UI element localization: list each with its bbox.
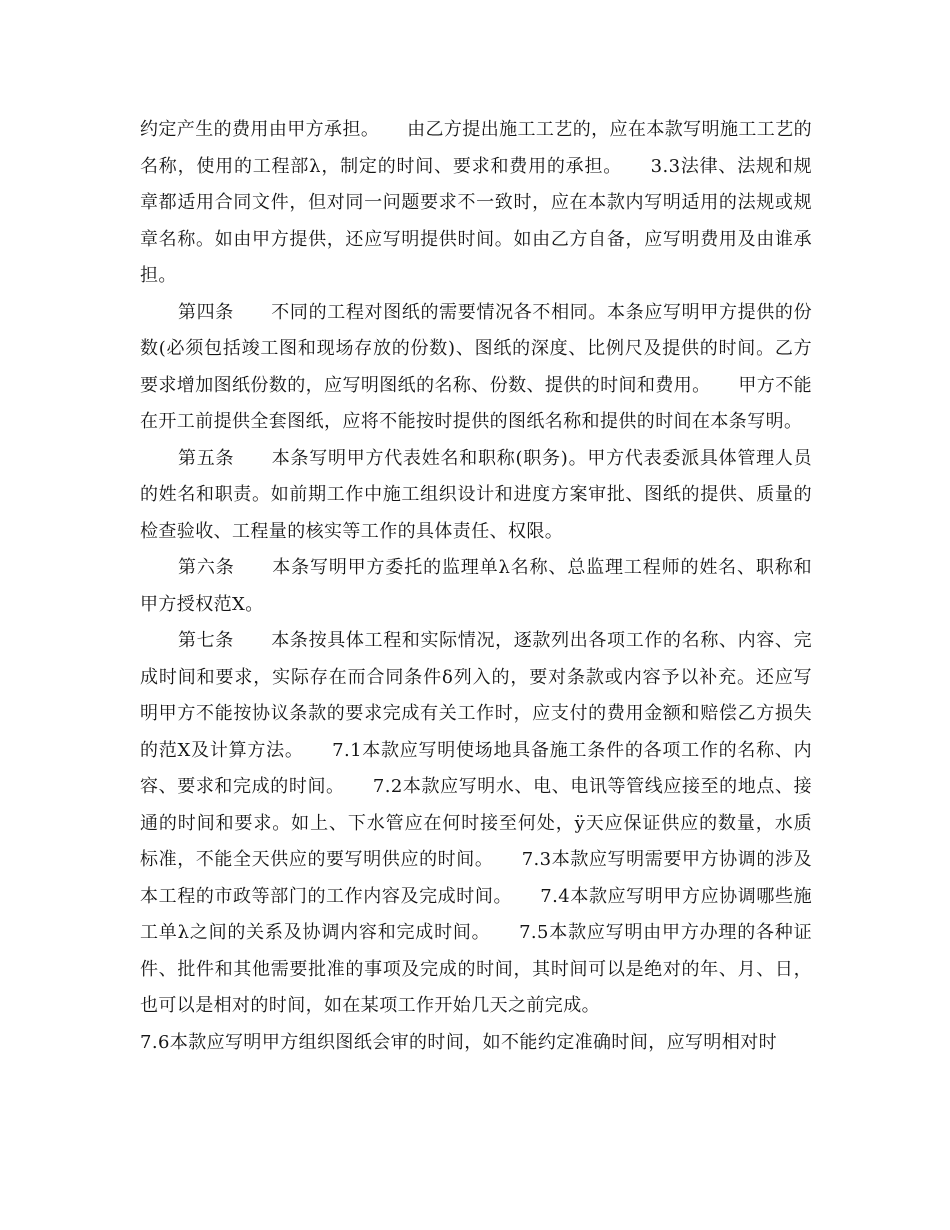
document-body bbox=[140, 112, 812, 1061]
paragraph-article-5: 第五条 本条写明甲方代表姓名和职称(职务)。甲方代表委派具体管理人员的姓名和职责。如前期工作中施工组织设计和进度方案审批、图纸的提供、质量的检查验收、工程量的核实等工作的具体责任、权限。 bbox=[140, 447, 812, 542]
paragraph-article-7: 第七条 本条按具体工程和实际情况，逐款列出各项工作的名称、内容、完成时间和要求，实际存在而合同条件δ列入的，要对条款或内容予以补充。还应写明甲方不能按协议条款的要求完成有关工作时，应支付的费用金额和赔偿乙方损失的范Χ及计算方法。 7.1本款应写明使场地具备施工条件的各项工作的名称、内容、要求和完成的时间。 7.2本款应写明水、电、电讯等管线应接至的地点、接通的时间和要求。如上、下水管应在何时接至何处，ÿ天应保证供应的数量，水质标准，不能全天供应的要写明供应的时间。 7.3本款应写明需要甲方协调的涉及本工程的市政等部门的工作内容及完成时间。 7.4本款应写明甲方应协调哪些施工单λ之间的关系及协调内容和完成时间。 7.5本款应写明由甲方办理的各种证件、批件和其他需要批准的事项及完成的时间，其时间可以是绝对的年、月、日，也可以是相对的时间，如在某项工作开始几天之前完成。 bbox=[140, 630, 812, 1016]
paragraph-clause-7-6: 7.6本款应写明甲方组织图纸会审的时间，如不能约定准确时间，应写明相对时 bbox=[140, 1031, 778, 1053]
paragraph-fee-and-regulations: 约定产生的费用由甲方承担。 由乙方提出施工工艺的，应在本款写明施工工艺的名称，使用的工程部λ，制定的时间、要求和费用的承担。 3.3法律、法规和规章都适用合同文件，但对同一问题要求不一致时，应在本款内写明适用的法规或规章名称。如由甲方提供，还应写明提供时间。如由乙方自备，应写明费用及由谁承担。 bbox=[140, 119, 812, 286]
paragraph-article-4: 第四条 不同的工程对图纸的需要情况各不相同。本条应写明甲方提供的份数(必须包括竣工图和现场存放的份数)、图纸的深度、比例尺及提供的时间。乙方要求增加图纸份数的，应写明图纸的名称、份数、提供的时间和费用。 甲方不能在开工前提供全套图纸，应将不能按时提供的图纸名称和提供的时间在本条写明。 bbox=[140, 301, 812, 432]
paragraph-article-6: 第六条 本条写明甲方委托的监理单λ名称、总监理工程师的姓名、职称和甲方授权范Χ。 bbox=[140, 557, 812, 615]
